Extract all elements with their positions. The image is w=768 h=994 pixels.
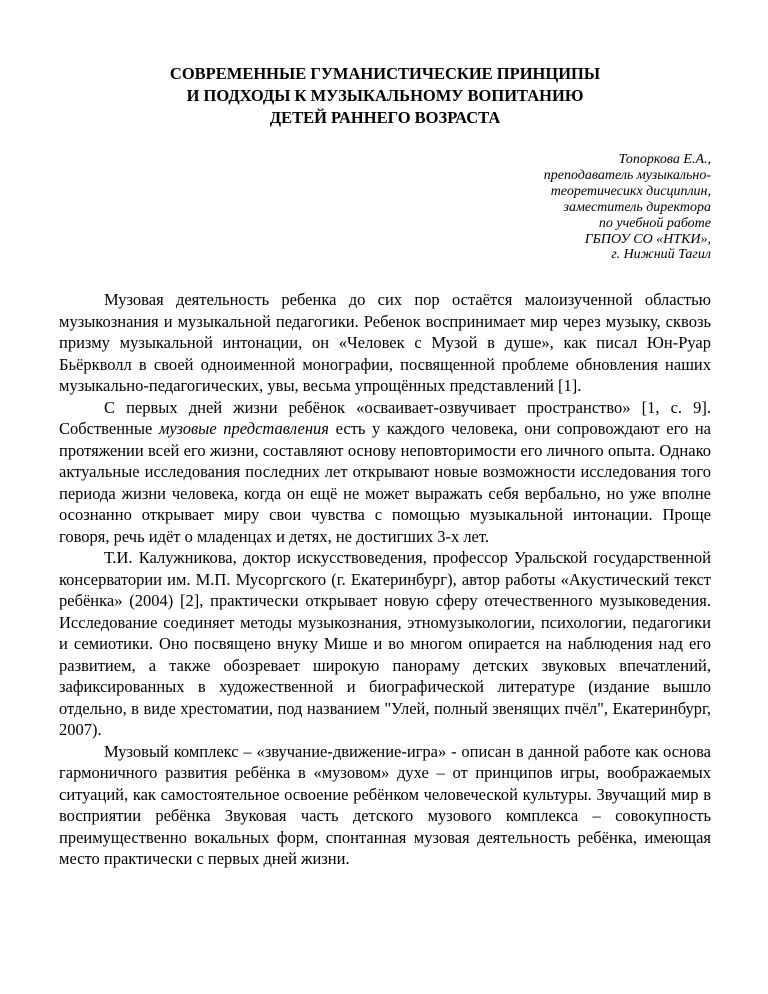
author-position-line-4: по учебной работе bbox=[598, 215, 711, 231]
author-name: Топоркова Е.А., bbox=[618, 152, 711, 167]
author-position-line-3: заместитель директора bbox=[563, 199, 711, 215]
author-position-line-2: теоретичесикх дисциплин, bbox=[550, 183, 711, 199]
author-position-line-1: преподаватель музыкально- bbox=[543, 167, 711, 183]
body-paragraph-3: Т.И. Калужникова, доктор искусствоведения, профессор Уральской государственной консерватории им. М.П. Мусоргского (г. Екатеринбург), автор работы «Акустический текст ребёнка» (2004) [2], практически открывает новую сферу отечественного музыковедения. Исследование соединяет методы музыкознания, этномузыкологии, психологии, педагогики и семиотики. Оно посвящено внуку Мише и во многом опирается на наблюдения над его развитием, а также обозревает широкую панораму детских звуковых впечатлений, зафиксированных в художественной и биографической литературе (издание вышло отдельно, в виде хрестоматии, под названием "Улей, полный звенящих пчёл", Екатеринбург, 2007). bbox=[59, 548, 711, 739]
title-line-2: И ПОДХОДЫ К МУЗЫКАЛЬНОМУ ВОПИТАНИЮ bbox=[186, 86, 584, 105]
author-block bbox=[59, 152, 711, 263]
title-line-3: ДЕТЕЙ РАННЕГО ВОЗРАСТА bbox=[269, 108, 501, 127]
page-title bbox=[59, 63, 711, 129]
paragraph-2-text-before: С первых дней жизни ребёнок «осваивает-озвучивает пространство» [1, с. 9]. Собственные bbox=[59, 397, 711, 438]
author-city: г. Нижний Тагил bbox=[611, 247, 711, 263]
body-paragraph-1: Музовая деятельность ребенка до сих пор остаётся малоизученной областью музыкознания и музыкальной педагогики. Ребенок воспринимает мир через музыку, сквозь призму музыкальной интонации, он «Человек с Музой в душе», как писал Юн-Руар Бьёркволл в своей одноименной монографии, посвященной проблеме обновления наших музыкально-педагогических, увы, весьма упрощённых представлений [1]. bbox=[59, 290, 711, 395]
author-organization: ГБПОУ СО «НТКИ», bbox=[584, 231, 711, 247]
body-paragraph-2 bbox=[59, 397, 711, 548]
document-body bbox=[59, 289, 711, 870]
body-paragraph-4: Музовый комплекс – «звучание-движение-игра» - описан в данной работе как основа гармоничного развития ребёнка в «музовом» духе – от принципов игры, воображаемых ситуаций, как самостоятельное освоение ребёнком человеческой культуры. Звучащий мир в восприятии ребёнка Звуковая часть детского музового комплекса – совокупность преимущественно вокальных форм, спонтанная музовая деятельность ребёнка, имеющая место практически с первых дней жизни. bbox=[59, 741, 711, 868]
title-line-1: СОВРЕМЕННЫЕ ГУМАНИСТИЧЕСКИЕ ПРИНЦИПЫ bbox=[169, 64, 601, 83]
paragraph-2-text-after: есть у каждого человека, они сопровождают его на протяжении всей его жизни, составляют основу неповторимости его личного опыта. Однако актуальные исследования последних лет открывают новые возможности исследования того периода жизни человека, когда он ещё не может выражать себя вербально, но уже вполне осознанно открывает миру свои чувства с помощью музыкальной интонации. Проще говоря, речь идёт о младенцах и детях, не достигших 3-х лет. bbox=[59, 419, 711, 546]
paragraph-2-emphasized-term: музовые представления bbox=[158, 419, 329, 438]
